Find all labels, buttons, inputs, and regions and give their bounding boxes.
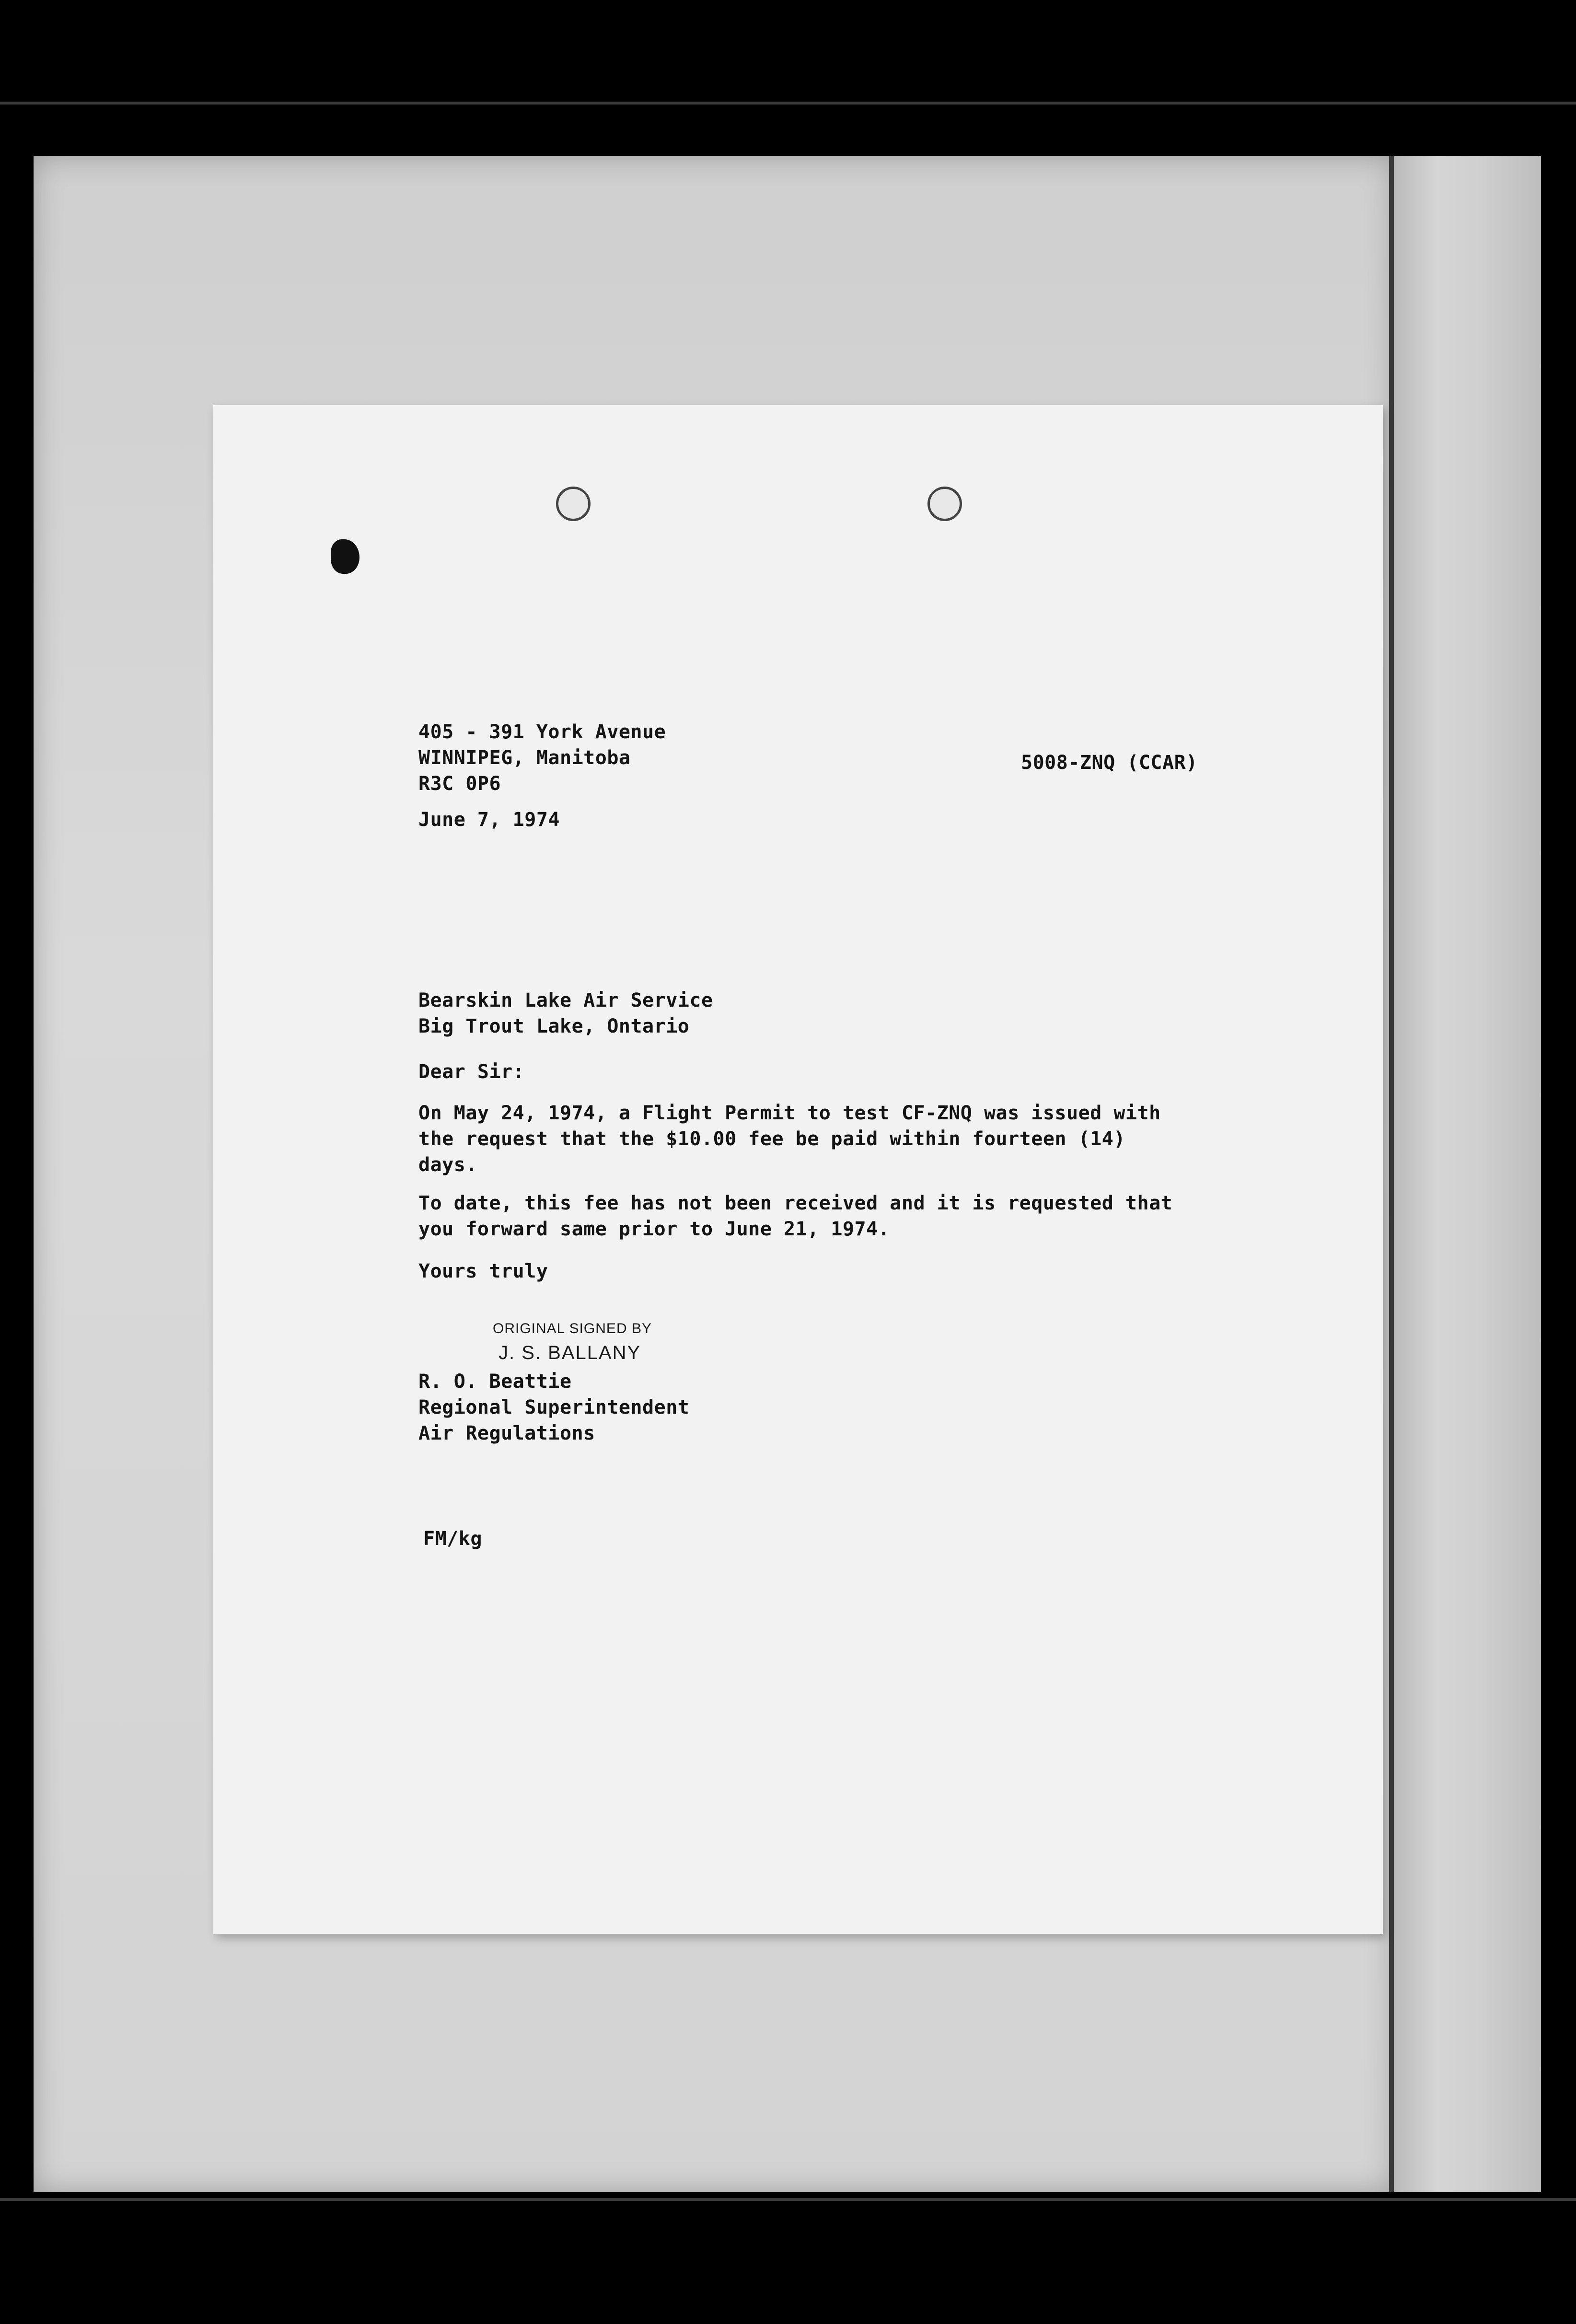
sender-address-line3: R3C 0P6 <box>418 773 501 795</box>
paragraph1-line1: On May 24, 1974, a Flight Permit to test CF-ZNQ was issued with <box>418 1102 1161 1124</box>
paragraph1-line3: days. <box>418 1154 477 1176</box>
sender-address-line1: 405 - 391 York Avenue <box>418 721 666 743</box>
punch-hole-right <box>927 487 962 521</box>
typist-initials: FM/kg <box>423 1528 482 1550</box>
signatory-title: Regional Superintendent <box>418 1396 690 1418</box>
punch-hole-left <box>556 487 591 521</box>
letter-date: June 7, 1974 <box>418 809 560 831</box>
folder-divider-line <box>1389 156 1394 2192</box>
paragraph2-line1: To date, this fee has not been received and it is requested that <box>418 1192 1173 1214</box>
paragraph1-line2: the request that the $10.00 fee be paid within fourteen (14) <box>418 1128 1125 1150</box>
signatory-name: R. O. Beattie <box>418 1371 572 1393</box>
signatory-department: Air Regulations <box>418 1422 595 1444</box>
sender-address-line2: WINNIPEG, Manitoba <box>418 747 631 769</box>
paragraph2-line2: you forward same prior to June 21, 1974. <box>418 1218 890 1240</box>
film-top-rule <box>0 102 1576 105</box>
recipient-line2: Big Trout Lake, Ontario <box>418 1015 690 1037</box>
signature-stamp-name: J. S. BALLANY <box>498 1342 641 1363</box>
ink-blot <box>331 539 359 574</box>
salutation: Dear Sir: <box>418 1061 525 1083</box>
recipient-line1: Bearskin Lake Air Service <box>418 989 713 1011</box>
signature-stamp-label: ORIGINAL SIGNED BY <box>493 1321 652 1336</box>
letter-sheet <box>213 405 1383 1934</box>
film-bottom-rule <box>0 2198 1576 2201</box>
closing: Yours truly <box>418 1260 548 1282</box>
file-folder-edge <box>1392 156 1541 2192</box>
file-reference: 5008-ZNQ (CCAR) <box>1021 752 1198 774</box>
